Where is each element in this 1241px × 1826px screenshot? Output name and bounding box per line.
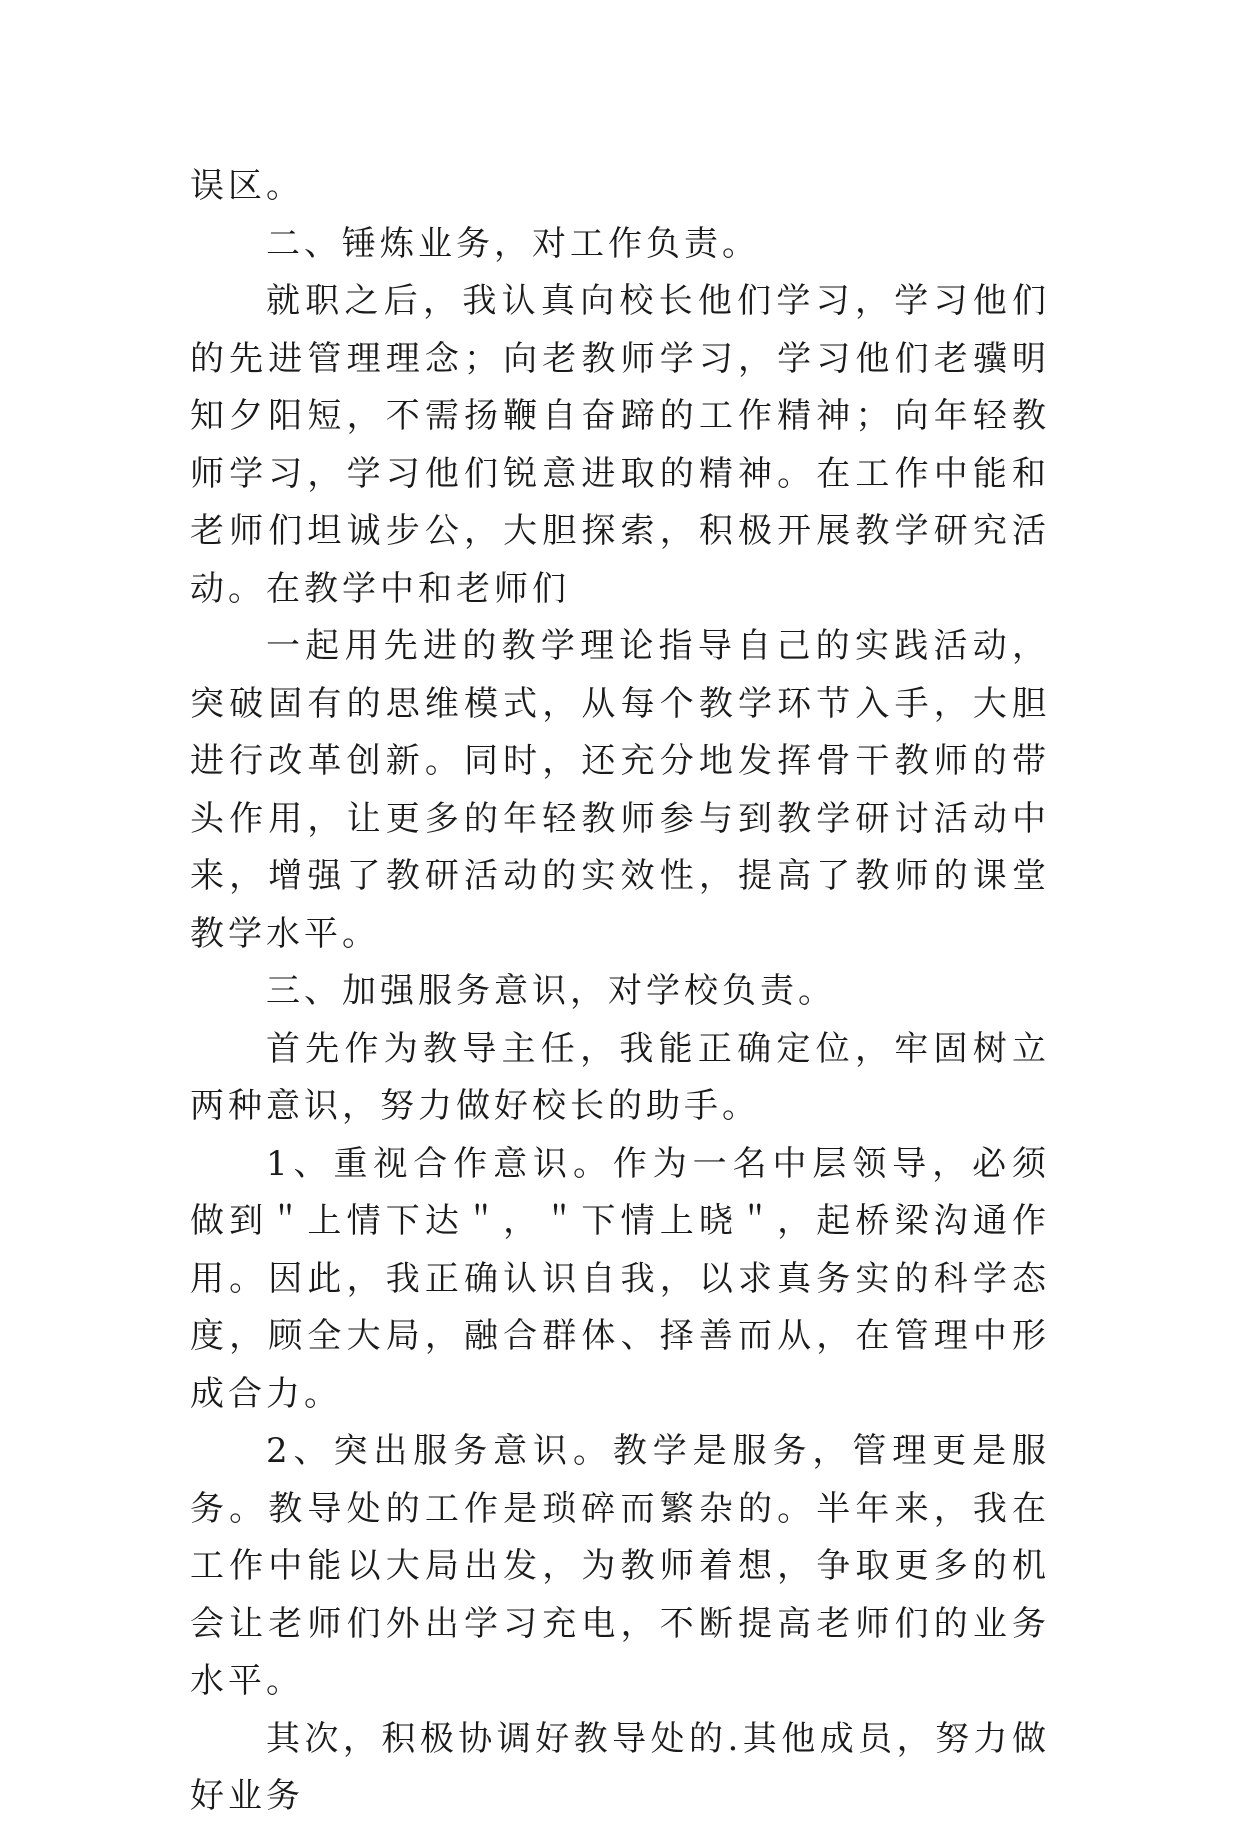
- paragraph-6: 首先作为教导主任，我能正确定位，牢固树立两种意识，努力做好校长的助手。: [190, 1028, 1050, 1126]
- body-text: [190, 158, 1050, 1826]
- paragraph-7: 1、重视合作意识。作为一名中层领导，必须做到＂上情下达＂，＂下情上晓＂，起桥梁沟通作用。因此，我正确认识自我，以求真务实的科学态度，顾全大局，融合群体、择善而从，在管理中形成合力。: [190, 1143, 1050, 1414]
- paragraph-8: 2、突出服务意识。教学是服务，管理更是服务。教导处的工作是琐碎而繁杂的。半年来，我在工作中能以大局出发，为教师着想，争取更多的机会让老师们外出学习充电，不断提高老师们的业务水平。: [190, 1431, 1050, 1701]
- paragraph-1: 误区。: [190, 166, 304, 206]
- paragraph-4: 一起用先进的教学理论指导自己的实践活动，突破固有的思维模式，从每个教学环节入手，大胆进行改革创新。同时，还充分地发挥骨干教师的带头作用，让更多的年轻教师参与到教学研讨活动中来，增强了教研活动的实效性，提高了教师的课堂教学水平。: [190, 626, 1050, 954]
- paragraph-9: 其次，积极协调好教导处的.其他成员，努力做好业务: [190, 1718, 1050, 1816]
- paragraph-3: 就职之后，我认真向校长他们学习，学习他们的先进管理理念；向老教师学习，学习他们老骥明知夕阳短，不需扬鞭自奋蹄的工作精神；向年轻教师学习，学习他们锐意进取的精神。在工作中能和老师们坦诚步公，大胆探索，积极开展教学研究活动。在教学中和老师们: [190, 281, 1050, 609]
- paragraph-5-heading: 三、加强服务意识，对学校负责。: [266, 971, 836, 1011]
- paragraph-2-heading: 二、锤炼业务，对工作负责。: [266, 223, 760, 264]
